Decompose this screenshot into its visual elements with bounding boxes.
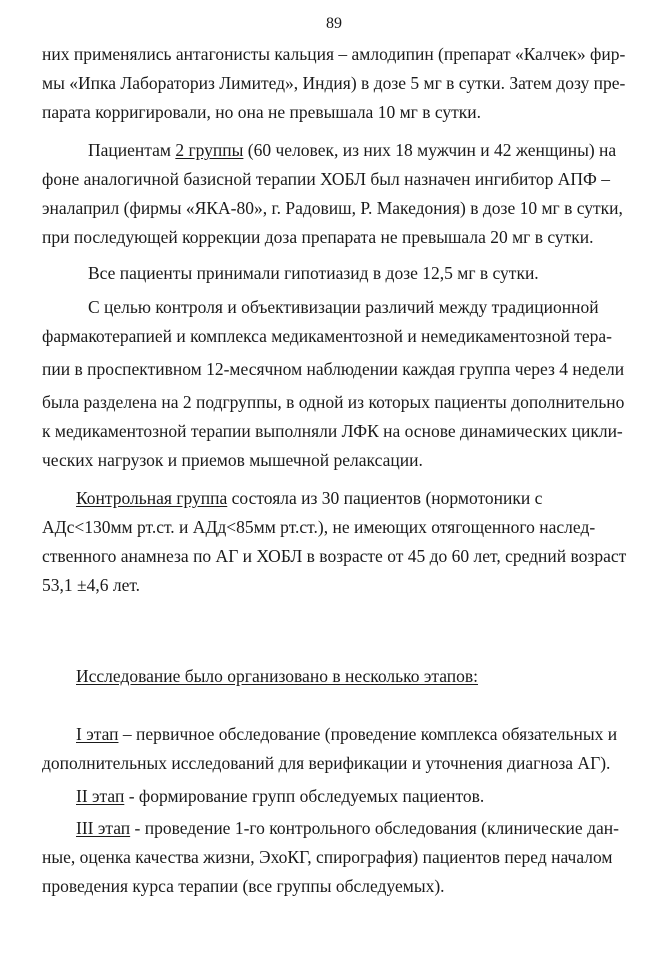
stage-1-line-2: дополнительных исследований для верификации и уточнения диагноза АГ).: [42, 753, 611, 773]
stage-3-line-2: ные, оценка качества жизни, ЭхоКГ, спирография) пациентов перед началом: [42, 847, 613, 867]
paragraph-2-line-3: эналаприл (фирмы «ЯКА-80», г. Радовиш, Р. Македония) в дозе 10 мг в сутки,: [42, 198, 623, 218]
stage-3-line-1: [76, 818, 619, 838]
paragraph-4-line-3: пии в проспективном 12-месячном наблюдении каждая группа через 4 недели: [42, 359, 625, 379]
control-group-label: Контрольная группа: [76, 488, 228, 508]
paragraph-4-line-1: С целью контроля и объективизации различий между традиционной: [88, 297, 599, 317]
paragraph-5-suffix: состояла из 30 пациентов (нормотоники с: [227, 488, 543, 508]
paragraph-5-line-2: АДс<130мм рт.ст. и АДд<85мм рт.ст.), не имеющих отягощенного наслед-: [42, 517, 596, 537]
paragraph-1-line-1: них применялись антагонисты кальция – амлодипин (препарат «Калчек» фир-: [42, 44, 626, 64]
stage-2-label: II этап: [76, 786, 125, 806]
paragraph-1-line-3: парата корригировали, но она не превышала 10 мг в сутки.: [42, 102, 482, 122]
stage-1-line-1: [76, 724, 617, 744]
stage-2-text: - формирование групп обследуемых пациентов.: [124, 786, 485, 806]
stage-3-suffix: - проведение 1-го контрольного обследования (клинические дан-: [130, 818, 619, 838]
stage-1-suffix: – первичное обследование (проведение комплекса обязательных и: [118, 724, 618, 744]
stages-heading: Исследование было организовано в несколько этапов:: [76, 666, 479, 686]
page-number: 89: [326, 15, 342, 32]
paragraph-5-line-1: [76, 488, 542, 508]
stage-1-label: I этап: [76, 724, 119, 744]
paragraph-2-line-1: [88, 140, 616, 160]
paragraph-5-line-3: ственного анамнеза по АГ и ХОБЛ в возрасте от 45 до 60 лет, средний возраст: [42, 546, 627, 566]
stage-2-line: [76, 786, 484, 806]
stage-3-label: III этап: [76, 818, 131, 838]
paragraph-2-prefix: Пациентам: [88, 140, 176, 160]
group-2-label: 2 группы: [175, 140, 244, 160]
paragraph-2-suffix: (60 человек, из них 18 мужчин и 42 женщины) на: [243, 140, 617, 160]
paragraph-4-line-6: ческих нагрузок и приемов мышечной релаксации.: [42, 450, 423, 470]
paragraph-2-line-2: фоне аналогичной базисной терапии ХОБЛ был назначен ингибитор АПФ –: [42, 169, 610, 189]
paragraph-5-line-4: 53,1 ±4,6 лет.: [42, 575, 141, 595]
paragraph-2-line-4: при последующей коррекции доза препарата не превышала 20 мг в сутки.: [42, 227, 594, 247]
paragraph-4-line-2: фармакотерапией и комплекса медикаментозной и немедикаментозной тера-: [42, 326, 612, 346]
stage-3-line-3: проведения курса терапии (все группы обследуемых).: [42, 876, 445, 896]
paragraph-3: Все пациенты принимали гипотиазид в дозе 12,5 мг в сутки.: [88, 263, 539, 283]
paragraph-4-line-5: к медикаментозной терапии выполняли ЛФК на основе динамических цикли-: [42, 421, 623, 441]
paragraph-1-line-2: мы «Ипка Лабораториз Лимитед», Индия) в дозе 5 мг в сутки. Затем дозу пре-: [42, 73, 626, 93]
paragraph-4-line-4: была разделена на 2 подгруппы, в одной из которых пациенты дополнительно: [42, 392, 625, 412]
